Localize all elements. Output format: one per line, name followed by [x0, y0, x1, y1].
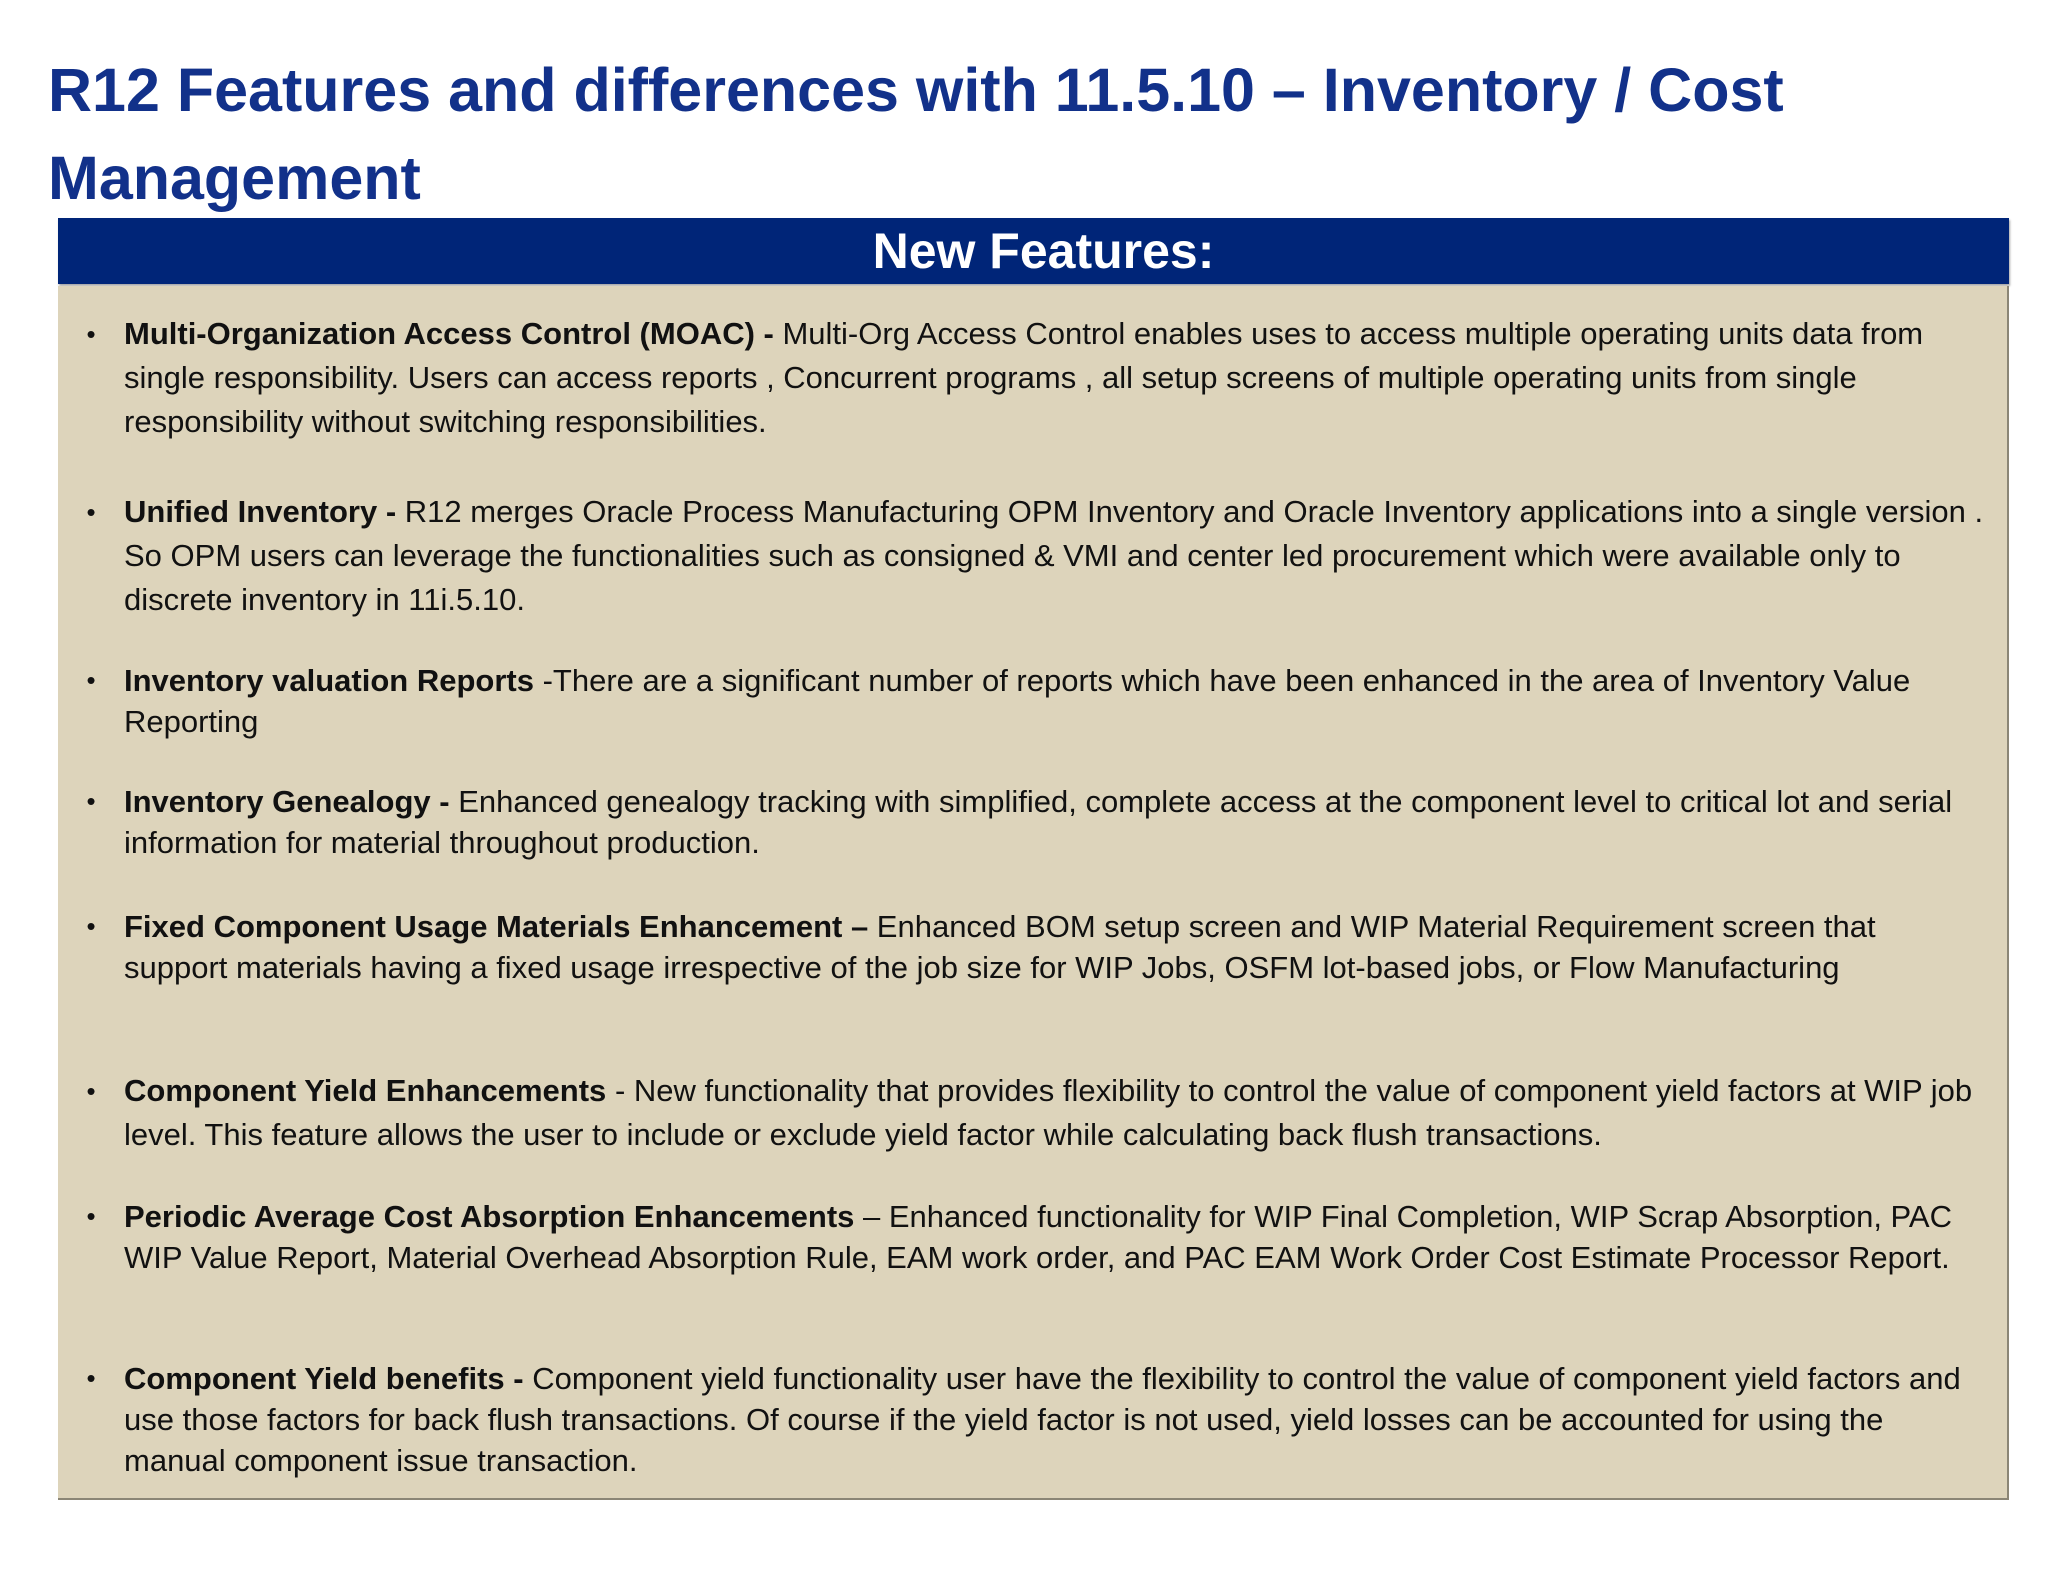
bullet-icon: • [86, 1076, 96, 1106]
feature-item-unified-inventory [58, 490, 2009, 622]
feature-separator: - [754, 316, 783, 351]
feature-item-genealogy [58, 781, 2009, 863]
feature-title: Component Yield benefits [124, 1361, 505, 1396]
feature-title: Multi-Organization Access Control (MOAC) [124, 316, 755, 351]
feature-separator: - [430, 784, 459, 819]
bullet-icon: • [86, 911, 96, 941]
feature-separator: - [377, 494, 405, 529]
feature-text: Component yield functionality user have the flexibility to control the value of component yield factors and use those factors for back flush transactions. Of course if the yield factor is not used, yield losses can be accounted for using the manual component issue transaction. [124, 1361, 1961, 1478]
feature-text: – Enhanced functionality for WIP Final Completion, WIP Scrap Absorption, PAC WIP Value Report, Material Overhead Absorption Rule, EAM work order, and PAC EAM Work Order Cost Estimate Processor Report. [124, 1199, 1952, 1275]
feature-separator [534, 663, 543, 698]
feature-separator [606, 1073, 615, 1108]
bullet-icon: • [86, 1201, 96, 1231]
feature-item-valuation-reports [58, 660, 2009, 742]
bullet-icon: • [86, 1363, 96, 1393]
feature-separator: - [504, 1361, 533, 1396]
feature-text: Multi-Org Access Control enables uses to access multiple operating units data from single responsibility. Users can access reports , Concurrent programs , all setup screens of multiple operating units from single responsibility without switching responsibilities. [124, 316, 1924, 439]
bullet-icon: • [86, 319, 96, 349]
feature-title: Fixed Component Usage Materials Enhancement [124, 909, 843, 944]
feature-item-moac [58, 312, 2009, 444]
feature-title: Periodic Average Cost Absorption Enhancements [124, 1199, 855, 1234]
feature-title: Unified Inventory [124, 494, 378, 529]
feature-text: Enhanced BOM setup screen and WIP Material Requirement screen that support materials having a fixed usage irrespective of the job size for WIP Jobs, OSFM lot-based jobs, or Flow Manufacturing [124, 909, 1876, 985]
feature-item-fixed-component-usage [58, 906, 2009, 988]
features-panel [58, 286, 2009, 1500]
feature-text: Enhanced genealogy tracking with simplified, complete access at the component level to critical lot and serial information for material throughout production. [124, 784, 1953, 860]
feature-item-periodic-average-cost [58, 1196, 2009, 1278]
panel-header: New Features: [58, 218, 2009, 284]
feature-item-component-yield-enhancements [58, 1069, 2009, 1157]
feature-text: - New functionality that provides flexibility to control the value of component yield factors at WIP job level. This feature allows the user to include or exclude yield factor while calculating back flush transactions. [124, 1073, 1973, 1152]
bullet-icon: • [86, 497, 96, 527]
feature-text: R12 merges Oracle Process Manufacturing OPM Inventory and Oracle Inventory applications into a single version . So OPM users can leverage the functionalities such as consigned & VMI and center led procurement which were available only to discrete inventory in 11i.5.10. [124, 494, 1984, 617]
slide-title: R12 Features and differences with 11.5.10 – Inventory / Cost Management [48, 56, 1784, 212]
feature-text: -There are a significant number of reports which have been enhanced in the area of Inventory Value Reporting [124, 663, 1911, 739]
feature-title: Inventory Genealogy [124, 784, 431, 819]
feature-title: Inventory valuation Reports [124, 663, 534, 698]
feature-item-component-yield-benefits [58, 1358, 2009, 1481]
feature-separator [854, 1199, 863, 1234]
feature-title: Component Yield Enhancements [124, 1073, 607, 1108]
bullet-icon: • [86, 665, 96, 695]
feature-separator: – [842, 909, 877, 944]
bullet-icon: • [86, 786, 96, 816]
